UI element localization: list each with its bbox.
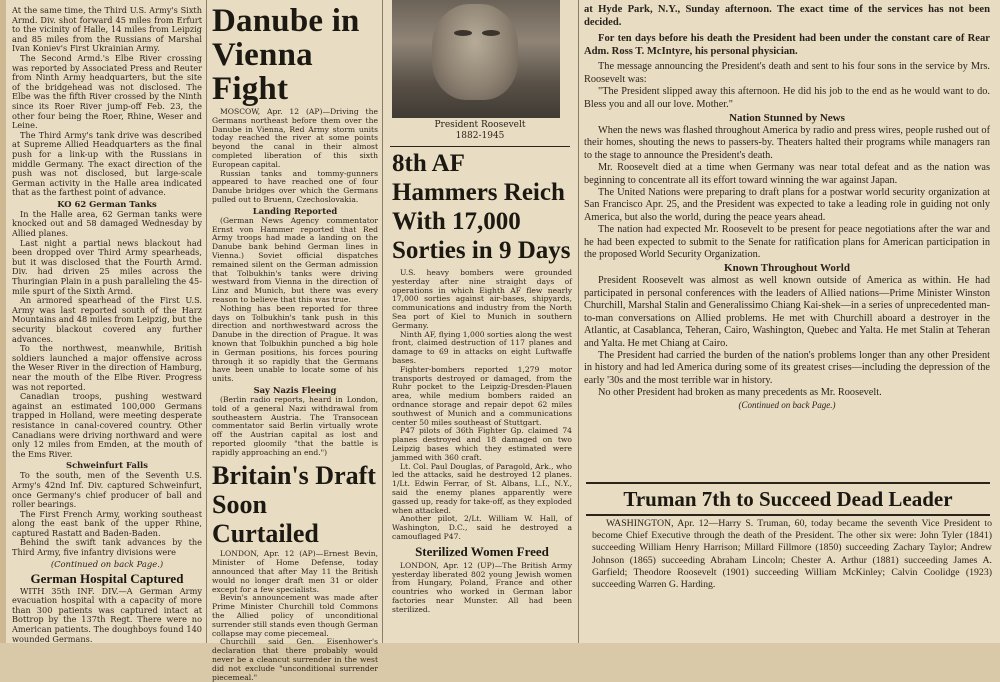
column-2 [212, 0, 378, 682]
article-paragraph: Russian tanks and tommy-gunners appeared to have reached one of four Danube bridges over which the Germans pulled out to Bruenn, Czechoslovakia. [212, 168, 378, 204]
article-paragraph: WITH 35th INF. DIV.—A German Army evacuation hospital with a capacity of more than 300 patients was captured intact at Bottrop by the 137th Regt. There were no American patients. The doughboys found 140 wounded Germans. [12, 585, 202, 644]
article-paragraph: LONDON, Apr. 12 (AP)—Ernest Bevin, Minister of Home Defense, today announced that after May 11 the British would no longer draft men 31 or older except for a few specialists. [212, 549, 378, 594]
subheading: Schweinfurt Falls [66, 460, 148, 471]
portrait-eye [454, 30, 472, 36]
article-paragraph: The Third Army's tank drive was described at Supreme Allied Headquarters as the final push for a link-up with the Russians in middle Germany. The exact direction of the push was not disclosed, but large-scale German activity in the Halle area indicated that as the farthest point of advance. [12, 129, 202, 198]
article-paragraph: Nothing has been reported for three days on Tolbukhin's tank push in this direction and northwestward across the Danube in the direction of Prague. It was known that Tolbukhin punched a big hole in German positions, his forces pouring through it so rapidly that the Germans have been unable to locate some of his units. [212, 303, 378, 384]
photo-caption-years: 1882-1945 [455, 131, 505, 141]
article-paragraph: To the south, men of the Seventh U.S. Army's 42nd Inf. Div. captured Schweinfurt, once Germany's chief producer of ball and roller bearings. [12, 470, 202, 510]
article-paragraph: To the northwest, meanwhile, British soldiers launched a major offensive across the Weser River in the direction of Hamburg, near the mouth of the Elbe River. Progress was not reported. [12, 343, 202, 392]
article-paragraph: For ten days before his death the President had been under the constant care of Rear Adm. Ross T. McIntyre, his personal physician. [584, 33, 990, 57]
article-paragraph: Ninth AF, flying 1,000 sorties along the west front, claimed destruction of 117 planes and damage to 69 in attacks on eight Luftwaffe bases. [392, 329, 572, 365]
article-paragraph: (Berlin radio reports, heard in London, told of a general Nazi withdrawal from southeastern Austria. The Transocean commentator said Berlin virtually wrote off the Austrian capital as lost and reported gloomily "that the battle is rapidly approaching an end.") [212, 394, 378, 457]
headline: 8th AF Hammers Reich With 17,000 Sorties in 9 Days [392, 150, 571, 264]
article-paragraph: An armored spearhead of the First U.S. Army was last reported south of the Harz Mountains and 48 miles from Leipzig, but the security blackout covered any further advances. [12, 295, 202, 344]
article-paragraph: When the news was flashed throughout America by radio and press wires, people rushed out of their homes, shouting the news to passers-by. Theaters halted their programs while managers ran to the stage to announce the President's death. [584, 125, 990, 161]
article-paragraph: The message announcing the President's death and sent to his four sons in the service by Mrs. Roosevelt was: [584, 61, 990, 85]
column-4 [584, 4, 990, 484]
article-paragraph: Last night a partial news blackout had been dropped over Third Army spearheads, but it was disclosed that the Fourth Armd. Div. had driven 25 miles across the Thuringian Plain in a push paralleling the 45-mile spurt of the Sixth Armd. [12, 237, 202, 296]
continued-note: (Continued on back Page.) [50, 558, 164, 569]
headline: Britain's Draft Soon Curtailed [212, 461, 376, 549]
article-paragraph: Lt. Col. Paul Douglas, of Paragold, Ark., who led the attacks, said he destroyed 12 planes. 1/Lt. Edwin Ferrar, of St. Albans, L.I., N.Y., said the enemy planes apparently were gassed up, ready for take-off, as they exploded when attacked. [392, 461, 572, 515]
column-rule [382, 0, 383, 643]
column-1 [12, 6, 202, 649]
article-paragraph: The United Nations were preparing to draft plans for a postwar world security organization at San Francisco Apr. 25, and the President was expected to take a leading role in guiding not only America, but also the world, during the peace years ahead. [584, 187, 990, 223]
article-paragraph: at Hyde Park, N.Y., Sunday afternoon. The exact time of the services has not been decided. [584, 4, 990, 28]
article-paragraph: "The President slipped away this afternoon. He did his job to the end as he would want to do. Bless you and all our love. Mother." [584, 86, 990, 110]
photo-caption: President Roosevelt [434, 120, 526, 130]
article-paragraph: The First French Army, working southeast along the east bank of the upper Rhine, captured Rastatt and Baden-Baden. [12, 508, 202, 538]
subheading: Landing Reported [252, 205, 338, 216]
page-edge [0, 0, 6, 643]
article-paragraph: MOSCOW, Apr. 12 (AP)—Driving the Germans northeast before them over the Danube in Vienna, Red Army storm units today reached the river at some points beyond the canal in their almost completed liberation of this sixth European capital. [212, 107, 378, 169]
column-3 [386, 0, 574, 643]
subheading: KO 62 German Tanks [57, 198, 157, 209]
article-paragraph: Churchill said Gen. Eisenhower's declaration that there probably would never be a cleancut surrender in the west did not exclude "unconditional surrender piecemeal." [212, 637, 378, 682]
headline: Danube in Vienna Fight [212, 3, 360, 107]
subheading: Nation Stunned by News [729, 112, 845, 124]
subheading: Known Throughout World [724, 262, 850, 275]
article-paragraph: (German News Agency commentator Ernst von Hammer reported that Red Army troops had made a landing on the Danube bank behind German lines in Vienna.) Soviet official dispatches remained silent on the German admission that Tolbukhin's tanks were driving westward from Vienna in the direction of Linz and Munich, but there was every reason to believe that this was true. [212, 215, 378, 304]
article-paragraph: WASHINGTON, Apr. 12—Harry S. Truman, 60, today became the seventh Vice President to become Chief Executive through the death of the President. The other six were: John Tyler (1841) succeeding William Henry Harrison; Millard Fillmore (1850) succeeding Zachary Taylor; Andrew Johnson (1865) succeeding Abraham Lincoln; Chester A. Arthur (1881) succeeding James A. Garfield; Theodore Roosevelt (1901) succeeding William McKinley; Calvin Coolidge (1923) succeeding Warren G. Harding. [592, 518, 992, 591]
article-paragraph: Canadian troops, pushing westward against an estimated 100,000 Germans trapped in Holland, were meeting desperate resistance in canal-covered country. Other Canadians were driving northward and were only 12 miles from Emden, at the mouth of the Ems River. [12, 391, 202, 459]
article-paragraph: Fighter-bombers reported 1,279 motor transports destroyed or damaged, from the Ruhr pocket to the Leipzig-Dresden-Plauen area, while medium bombers raided an ordnance storage and repair depot 62 miles southwest of Munich and a communications center 50 miles southeast of Stuttgart. [392, 364, 572, 427]
article-paragraph: P47 pilots of 36th Fighter Gp. claimed 74 planes destroyed and 18 damaged on two Leipzig bases which they estimated were jammed with 360 craft. [392, 426, 572, 462]
article-paragraph: Behind the swift tank advances by the Third Army, five infantry divisions were [12, 537, 202, 558]
article-paragraph: Another pilot, 2/Lt. William W. Hall, of Washington, D.C., said he destroyed a camouflaged P47. [392, 514, 572, 541]
portrait-face [432, 4, 518, 100]
headline-truman: Truman 7th to Succeed Dead Leader [586, 482, 990, 516]
article-paragraph: President Roosevelt was almost as well known outside of America as within. He had participated in personal conferences with the leaders of Allied nations—Prime Minister Winston Churchill, Marshal Stalin and Generalissimo Chiang Kai-shek—in a series of unprecedented man-to-man conversations on Allied problems. He met with Churchill aboard a destroyer in the Atlantic, at Casablanca, Teheran, Cairo, Washington, Quebec and Yalta. He met Stalin at Teheran and Yalta. He met Chiang at Cairo. [584, 275, 990, 349]
article-paragraph: LONDON, Apr. 12 (UP)—The British Army yesterday liberated 802 young Jewish women from Hungary, Poland, France and other countries who worked in German labor factories near Munster. All had been sterilized. [392, 560, 572, 614]
article-paragraph: In the Halle area, 62 German tanks were knocked out and 58 damaged Wednesday by Allied planes. [12, 208, 202, 239]
article-paragraph: Mr. Roosevelt died at a time when Germany was near total defeat and as the nation was beginning to concentrate all its effort toward winning the war against Japan. [584, 162, 990, 186]
article-paragraph: No other President had broken as many precedents as Mr. Roosevelt. [598, 387, 882, 399]
truman-article [592, 518, 992, 591]
roosevelt-photo [392, 0, 560, 118]
article-paragraph: The Second Armd.'s Elbe River crossing was reported by Associated Press and Reuter from Ninth Army headquarters, but the site of the bridgehead was not disclosed. The Elbe was the fifth River crossed by the Ninth since its Roer River jump-off Feb. 23, the other four being the Roer, Rhine, Weser and Leine. [12, 52, 202, 131]
subheading: Say Nazis Fleeing [253, 384, 337, 395]
article-paragraph: At the same time, the Third U.S. Army's Sixth Armd. Div. shot forward 45 miles from Erfurt to the vicinity of Halle, 14 miles from Leipzig and 85 miles from the Russians of Marshal Ivan Koniev's First Ukrainian Army. [12, 5, 202, 54]
article-paragraph: The President had carried the burden of the nation's problems longer than any other President in history and had led America during some of its greatest crises—including the depression of the early '30s and the most terrible war in history. [584, 349, 990, 386]
article-paragraph: Bevin's announcement was made after Prime Minister Churchill told Commons the Allied policy of unconditional surrender still stands even though German collapse may come piecemeal. [212, 593, 378, 638]
continued-note: (Continued on back Page.) [738, 399, 836, 410]
headline: German Hospital Captured [30, 570, 184, 586]
article-paragraph: U.S. heavy bombers were grounded yesterday after nine straight days of operations in which Eighth AF flew nearly 17,000 sorties against air-bases, shipyards, communications and industry from the North Sea port of Kiel to Munich in southern Germany. [392, 268, 572, 330]
portrait-eye [482, 30, 500, 36]
headline: Sterilized Women Freed [415, 543, 549, 559]
column-rule [578, 0, 579, 643]
column-rule [206, 0, 207, 643]
article-paragraph: The nation had expected Mr. Roosevelt to be present for peace negotiations after the war and he had been expected to submit to the Senate for ratification plans for American participation in the proposed World Security Organization. [584, 224, 990, 261]
